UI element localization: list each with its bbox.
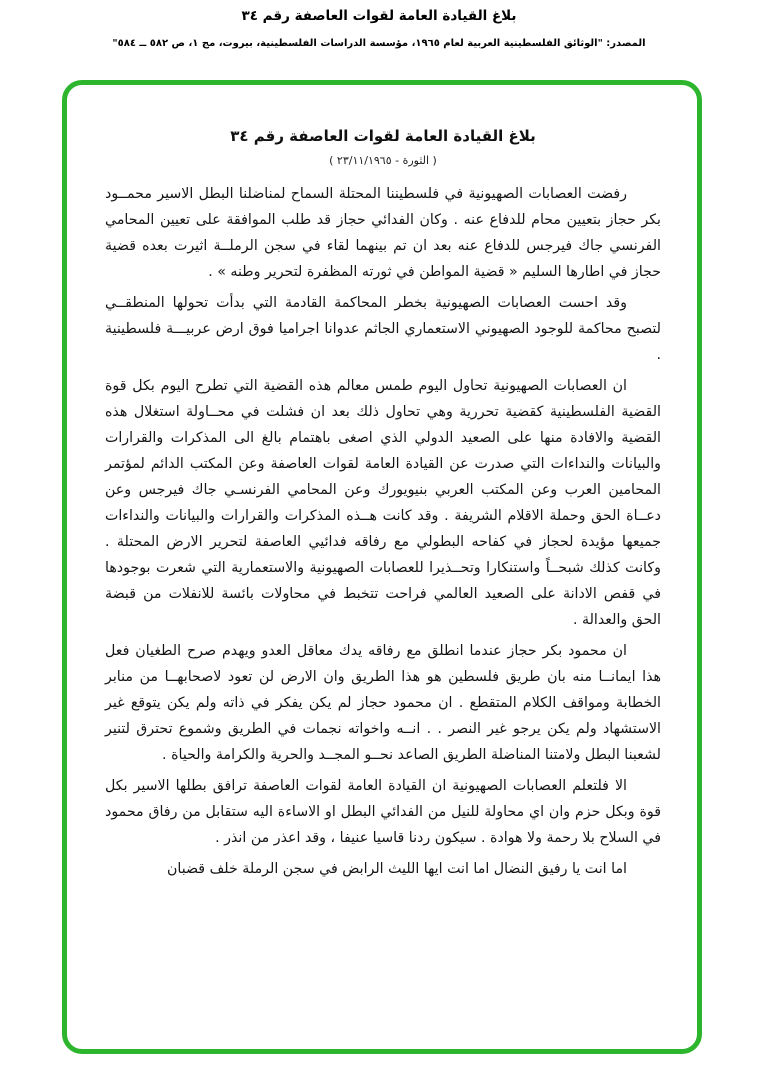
- paragraph-1: رفضت العصابات الصهيونية في فلسطيننا المحتلة السماح لمناضلنا البطل الاسير محمــود بكر حجاز بتعيين محام للدفاع عنه . وكان الفدائي حجاز قد طلب الموافقة على تعيين المحامي الفرنسي جاك فيرجس للدفاع عنه بعد ان تم بينهما لقاء في سجن الرملــة اثيرت بعده قضية حجاز في اطارها السليم « قضية المواطن في ثورته المظفرة لتحرير وطنه » .: [105, 186, 661, 280]
- paragraph-2: وقد احست العصابات الصهيونية بخطر المحاكمة القادمة التي بدأت تحولها المنطقــي لتصبح محاكمة للوجود الصهيوني الاستعماري الجاثم عدوانا اجراميا فوق ارض عربيـــة فلسطينية .: [105, 295, 661, 363]
- scanned-document: [67, 85, 697, 1049]
- document-body: [105, 181, 661, 882]
- paragraph-4: ان محمود بكر حجاز عندما انطلق مع رفاقه يدك معاقل العدو ويهدم صرح الطغيان فعل هذا ايمانــا منه بان طريق فلسطين هو هذا الطريق وان الارض لن تعود لاصحابهــا من منابر الخطابة ومواقف الكلام المتقطع . ان محمود حجاز لم يكن يفكر في ذاته ولم يكن يتوقع غير الاستشهاد ولم يكن يرجو غير النصر . . انــه واخواته نجمات في الطريق وشموع تحترق لتنير لشعبنا البطل ولامتنا المناضلة الطريق الصاعد نحــو المجــد والحرية والكرامة والحياة .: [105, 643, 661, 763]
- document-frame: [62, 80, 702, 1054]
- document-title: بلاغ القيادة العامة لقوات العاصفة رقم ٣٤: [230, 127, 536, 145]
- paragraph-5: الا فلتعلم العصابات الصهيونية ان القيادة العامة لقوات العاصفة ترافق بطلها الاسير بكل قوة وبكل حزم وان اي محاولة للنيل من الفدائي البطل او الاساءة اليه ستقابل من رفاق محمود في السلاح بلا رحمة ولا هوادة . سيكون ردنا قاسيا عنيفا ، وقد اعذر من انذر .: [105, 778, 661, 846]
- source-citation: المصدر: "الوثائق الفلسطينية العربية لعام ١٩٦٥، مؤسسة الدراسات الفلسطينية، بيروت، مج ١، ص ٥٨٢ ــ ٥٨٤": [112, 38, 646, 49]
- paragraph-3: ان العصابات الصهيونية تحاول اليوم طمس معالم هذه القضية التي تطرح اليوم بكل قوة القضية الفلسطينية كقضية تحررية وهي تحاول ذلك بعد ان فشلت في محــاولة استغلال هذه القضية والافادة منها على الصعيد الدولي الذي اصغى باهتمام بالغ الى المذكرات والقرارات والبيانات والنداءات التي صدرت عن القيادة العامة لقوات العاصفة وعن المكتب الدائم لمؤتمر المحامين العرب وعن المكتب العربي بنيويورك وعن المحامي الفرنسـي جاك فيرجس وعن دعــاة الحق وحملة الاقلام الشريفة . وقد كانت هــذه المذكرات والقرارات والبيانات والنداءات جميعها مؤيدة لحجاز في كفاحه البطولي مع رفاقه فدائيي العاصفة لتحرير الارض المحتلة . وكانت كذلك شبحــاً واستنكارا وتحــذيرا للعصابات الصهيونية والاستعمارية التي شعرت بوجودها في قفص الادانة على الصعيد العالمي فراحت تتخبط في محاولات بائسة للانفلات من قبضة الحق والعدالة .: [105, 378, 661, 628]
- page-title: بلاغ القيادة العامة لقوات العاصفة رقم ٣٤: [241, 8, 517, 24]
- page-header: [0, 0, 758, 49]
- document-subtitle: ( الثورة - ٢٣/١١/١٩٦٥ ): [329, 154, 437, 167]
- paragraph-6: اما انت يا رفيق النضال اما انت ايها الليث الرابض في سجن الرملة خلف قضبان: [166, 861, 627, 877]
